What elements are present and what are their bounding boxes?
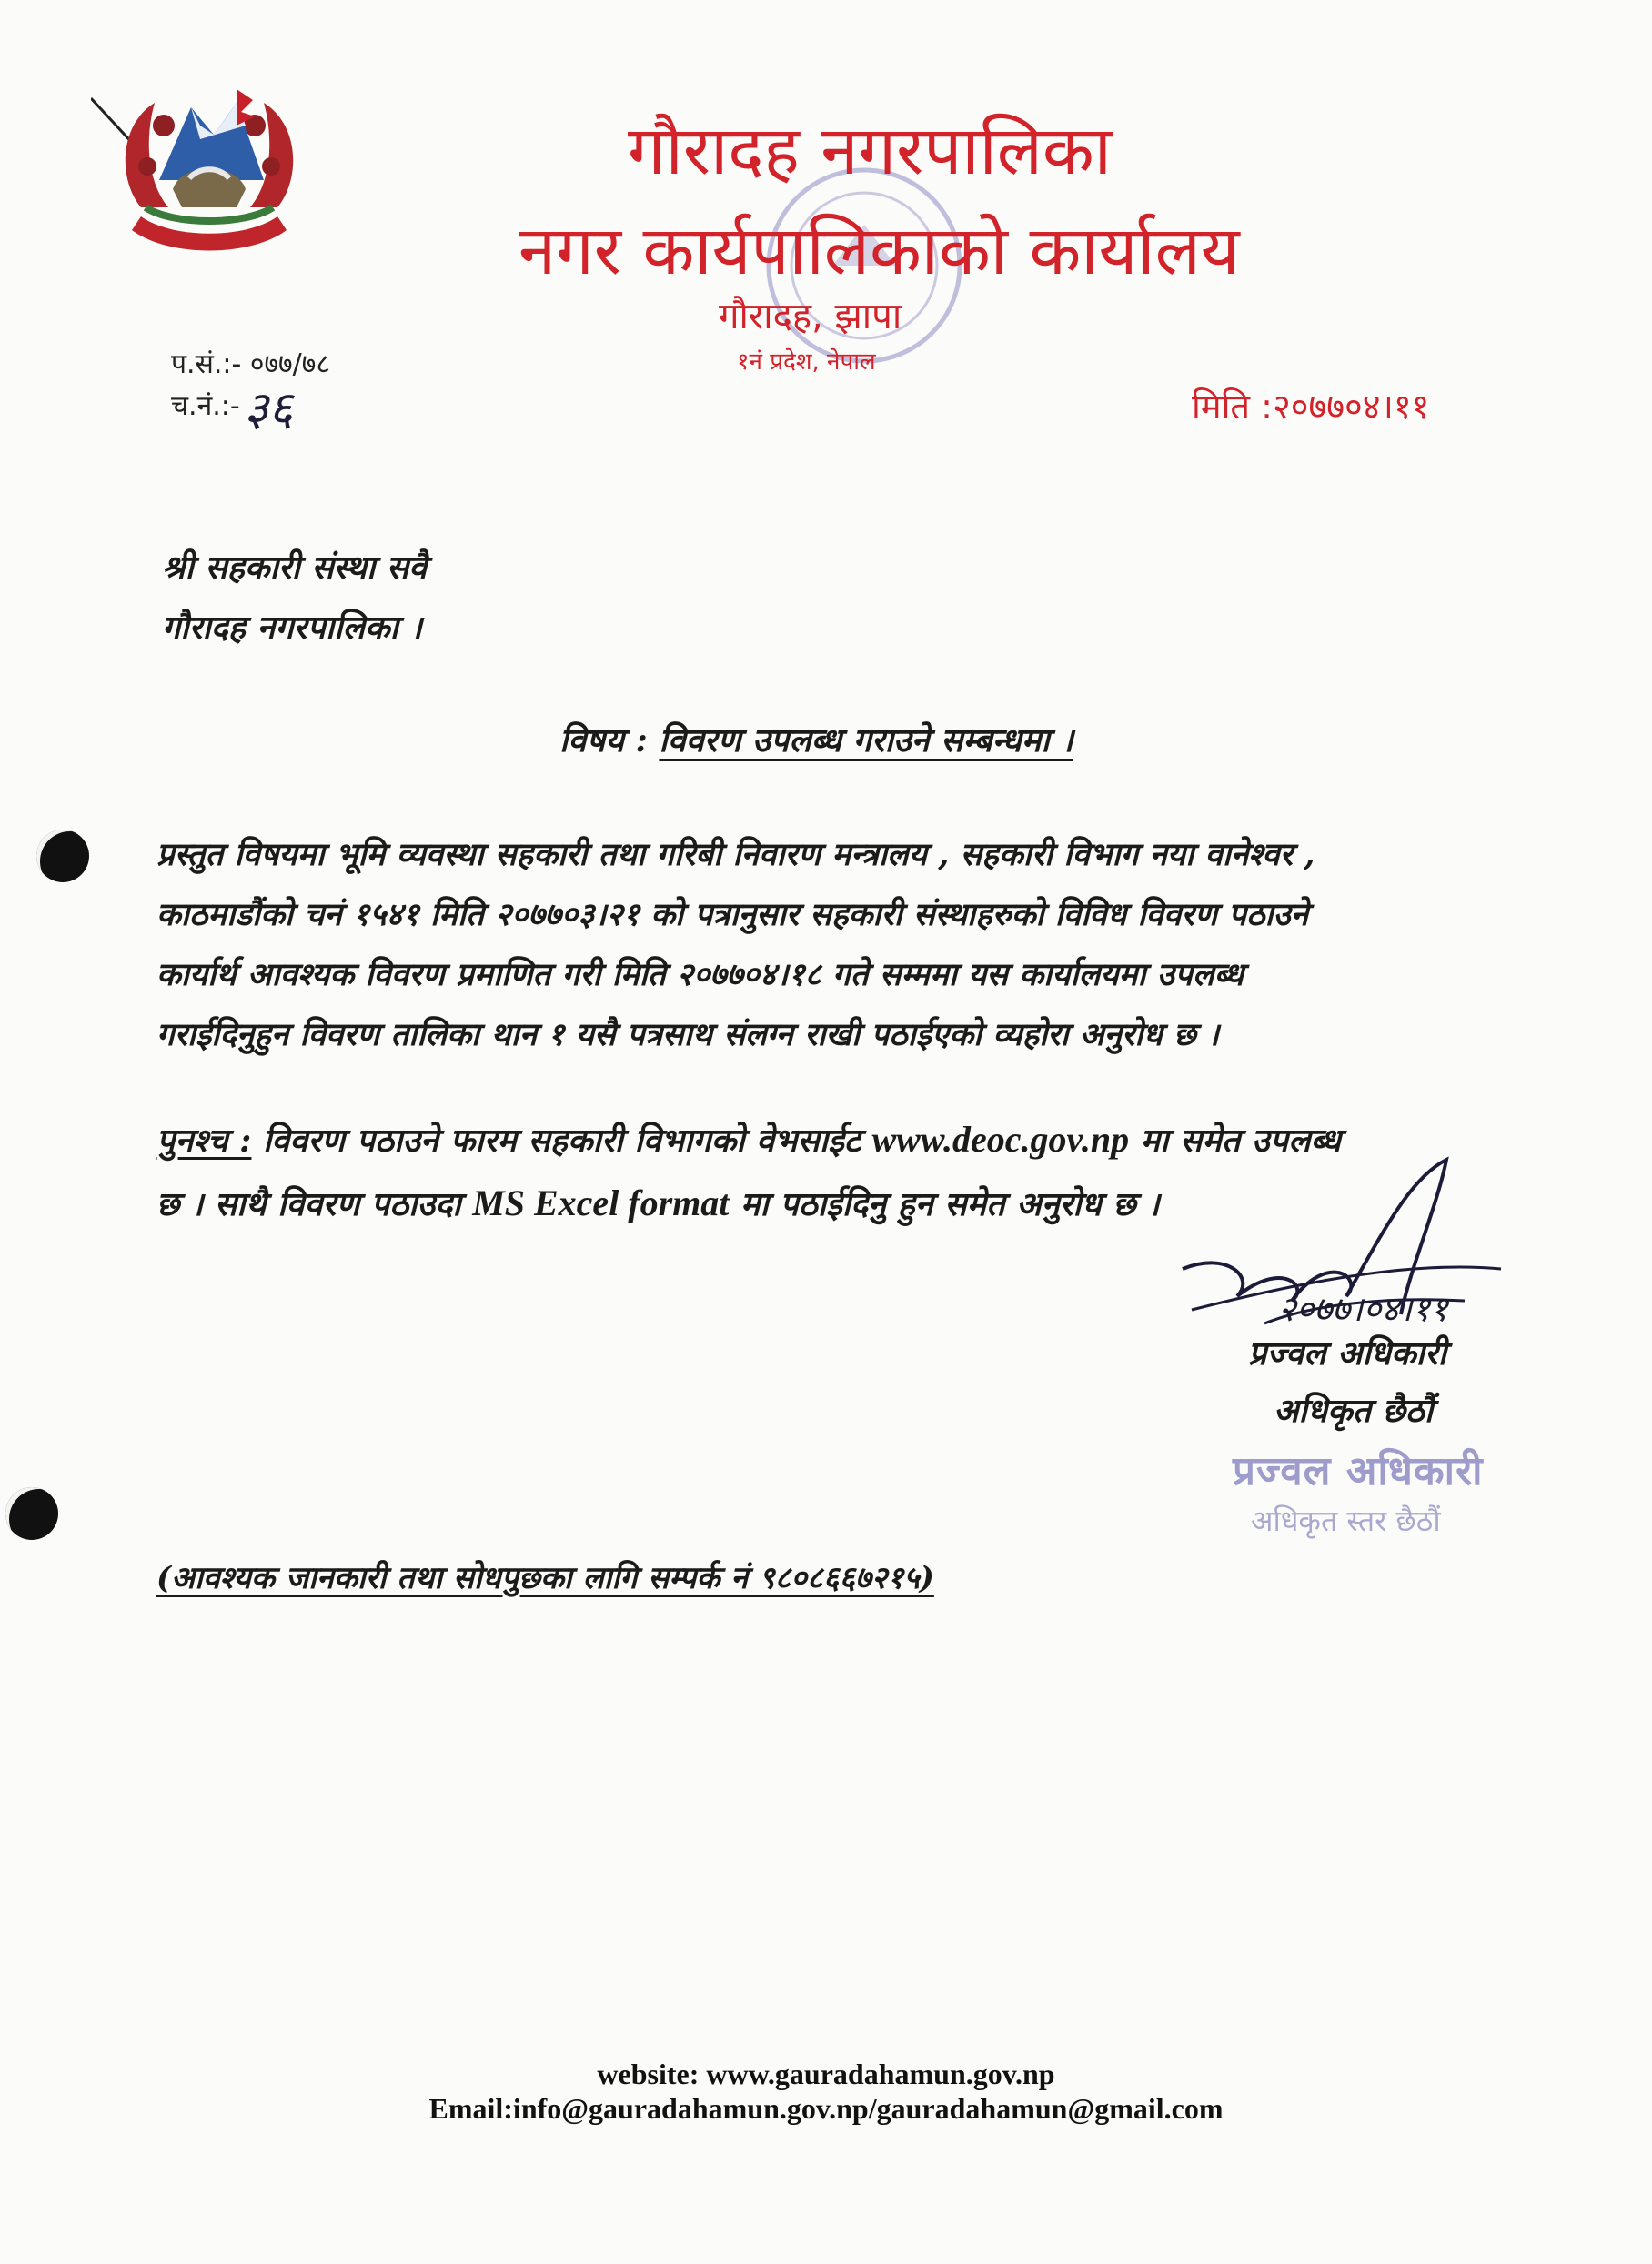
subject-line bbox=[559, 717, 1073, 761]
office-title: नगर कार्यपालिकाको कार्यालय bbox=[519, 212, 1240, 290]
signatory-title: अधिकृत छैठौं bbox=[1274, 1392, 1434, 1430]
punch-hole-bottom bbox=[5, 1487, 58, 1540]
address-line1: गौरादह, झापा bbox=[719, 296, 902, 337]
postscript-format: MS Excel format bbox=[472, 1182, 730, 1223]
address-line2: १नं प्रदेश, नेपाल bbox=[737, 348, 876, 376]
body-line: काठमाडौंको चनं १५४१ मिति २०७७०३।२१ को पत्रानुसार सहकारी संस्थाहरुको विविध विवरण पठाउने bbox=[156, 896, 1309, 933]
nepal-government-emblem-icon bbox=[91, 71, 327, 267]
stamp-title: अधिकृत स्तर छैठौं bbox=[1251, 1504, 1441, 1538]
signatory-name: प्रज्वल अधिकारी bbox=[1248, 1334, 1447, 1373]
recipient-line2: गौरादह नगरपालिका । bbox=[162, 609, 423, 647]
body-line: प्रस्तुत विषयमा भूमि व्यवस्था सहकारी तथा गरिबी निवारण मन्त्रालय , सहकारी विभाग नया वानेश्वर , bbox=[156, 836, 1315, 873]
recipient-line1: श्री सहकारी संस्था सवै bbox=[162, 548, 428, 587]
body-line: गराईदिनुहुन विवरण तालिका थान १ यसै पत्रसाथ संलग्न राखी पठाईएको व्यहोरा अनुरोध छ । bbox=[156, 1016, 1220, 1053]
contact-note bbox=[156, 1555, 934, 1597]
postscript-text: विवरण पठाउने फारम सहकारी विभागको वेभसाईट bbox=[251, 1122, 872, 1160]
reference-cn-value: ३६ bbox=[244, 382, 294, 437]
reference-cn-label: च.नं.:- bbox=[171, 390, 240, 422]
stamp-name: प्रज्वल अधिकारी bbox=[1233, 1448, 1484, 1494]
footer-email: Email:info@gauradahamun.gov.np/gauradahamun@gmail.com bbox=[428, 2092, 1224, 2125]
contact-text: (आवश्यक जानकारी तथा सोधपुछका लागि सम्पर्क नं ९८०८६६७२१५) bbox=[156, 1560, 934, 1596]
postscript-label: पुनश्च : bbox=[156, 1122, 252, 1160]
postscript-text: छ । साथै विवरण पठाउदा bbox=[156, 1185, 473, 1223]
postscript-website: www.deoc.gov.np bbox=[871, 1119, 1130, 1160]
subject-label: विषय : bbox=[559, 721, 648, 760]
footer-website: website: www.gauradahamun.gov.np bbox=[597, 2058, 1055, 2090]
municipality-title: गौरादह नगरपालिका bbox=[628, 112, 1112, 190]
signature-date: २०७७।०४।११ bbox=[1278, 1289, 1448, 1329]
letter-date: मिति :२०७७०४।११ bbox=[1192, 387, 1430, 427]
punch-hole-top bbox=[36, 830, 89, 882]
postscript-text: मा समेत उपलब्ध bbox=[1129, 1122, 1341, 1160]
body-line: कार्यार्थ आवश्यक विवरण प्रमाणित गरी मिति २०७७०४।१८ गते सम्ममा यस कार्यालयमा उपलब्ध bbox=[156, 956, 1244, 993]
reference-ps: प.सं.:- ०७७/७८ bbox=[171, 348, 330, 380]
postscript-text: मा पठाईदिनु हुन समेत अनुरोध छ । bbox=[729, 1185, 1160, 1223]
subject-text: विवरण उपलब्ध गराउने सम्बन्धमा । bbox=[659, 721, 1073, 760]
